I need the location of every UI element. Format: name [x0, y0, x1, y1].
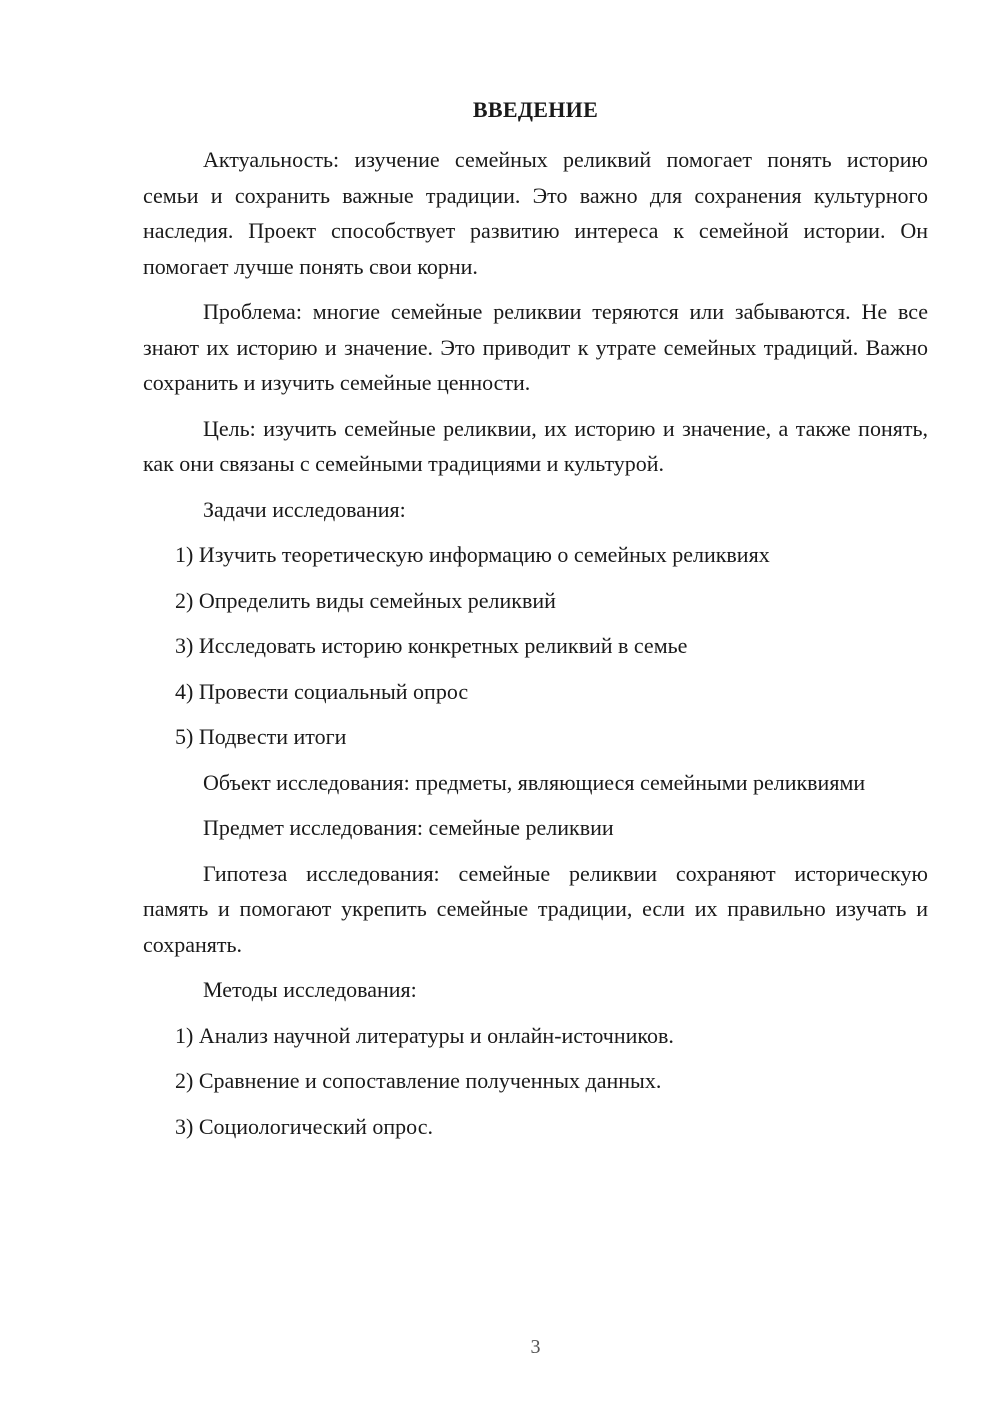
paragraph-goal: Цель: изучить семейные реликвии, их историю и значение, а также понять, как они связаны с семейными традициями и культурой.: [143, 415, 928, 476]
document-body: [143, 142, 928, 1154]
page-number: 3: [530, 1336, 541, 1358]
method-item-3: 3) Социологический опрос.: [175, 1113, 433, 1139]
paragraph-object: Объект исследования: предметы, являющиеся семейными реликвиями: [203, 769, 866, 795]
task-item-4: 4) Провести социальный опрос: [175, 678, 469, 704]
task-item-2: 2) Определить виды семейных реликвий: [175, 587, 556, 613]
paragraph-problem: Проблема: многие семейные реликвии теряются или забываются. Не все знают их историю и значение. Это приводит к утрате семейных традиций. Важно сохранить и изучить семейные ценности.: [143, 299, 928, 395]
paragraph-hypothesis: Гипотеза исследования: семейные реликвии сохраняют историческую память и помогают укрепить семейные традиции, если их правильно изучать и сохранять.: [143, 860, 928, 957]
method-item-2: 2) Сравнение и сопоставление полученных данных.: [175, 1068, 662, 1093]
methods-heading: Методы исследования:: [203, 977, 417, 1002]
document-page: [143, 0, 928, 1414]
task-item-3: 3) Исследовать историю конкретных реликвий в семье: [175, 633, 688, 658]
tasks-heading: Задачи исследования:: [203, 496, 406, 522]
paragraph-relevance: Актуальность: изучение семейных реликвий помогает понять историю семьи и сохранить важные традиции. Это важно для сохранения культурного наследия. Проект способствует развитию интереса к семейной истории. Он помогает лучше понять свои корни.: [143, 147, 928, 279]
task-item-5: 5) Подвести итоги: [175, 724, 347, 749]
paragraph-subject: Предмет исследования: семейные реликвии: [203, 815, 614, 840]
task-item-1: 1) Изучить теоретическую информацию о семейных реликвиях: [175, 542, 770, 567]
method-item-1: 1) Анализ научной литературы и онлайн-источников.: [175, 1022, 674, 1048]
section-title: ВВЕДЕНИЕ: [472, 97, 599, 122]
